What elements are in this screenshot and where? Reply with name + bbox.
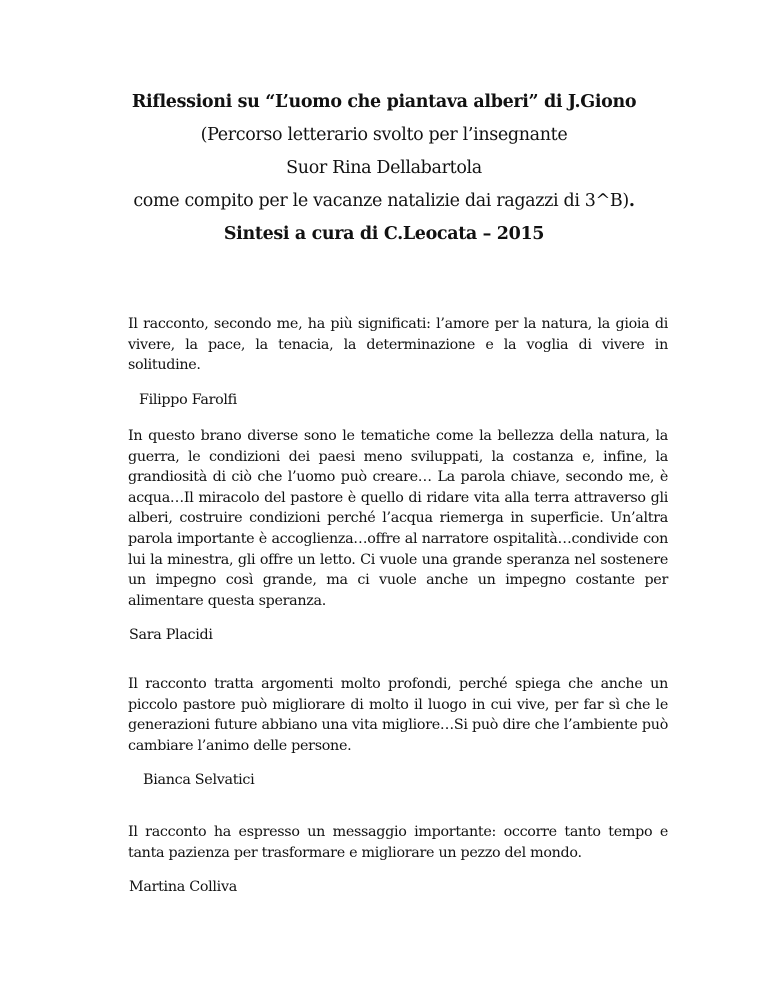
- reflection-text: Il racconto, secondo me, ha più significati: l’amore per la natura, la gioia di vivere, la pace, la tenacia, la determinazione e la voglia di vivere in solitudine.: [128, 316, 668, 374]
- reflection-entry: [128, 314, 668, 408]
- reflection-text: Il racconto ha espresso un messaggio importante: occorre tanto tempo e tanta pazienza per trasformare e migliorare un pezzo del mondo.: [128, 824, 668, 861]
- reflection-author: Sara Placidi: [129, 627, 213, 644]
- subtitle-line-course: (Percorso letterario svolto per l’insegnante: [200, 125, 568, 145]
- reflection-author: Bianca Selvatici: [143, 772, 255, 789]
- assignment-period: .: [628, 191, 635, 211]
- assignment-text: come compito per le vacanze natalizie dai ragazzi di 3^B): [133, 191, 629, 211]
- reflection-text: Il racconto tratta argomenti molto profondi, perché spiega che anche un piccolo pastore può migliorare di molto il luogo in cui vive, per far sì che le generazioni future abbiano una vita migliore…Si può dire che l’ambiente può cambiare l’animo delle persone.: [128, 676, 668, 754]
- document-header: [100, 86, 668, 251]
- reflection-entry: [128, 822, 668, 896]
- document-title: Riflessioni su “L’uomo che piantava alberi” di J.Giono: [131, 92, 637, 112]
- reflection-author: Martina Colliva: [129, 879, 237, 896]
- reflection-entry: [128, 426, 668, 644]
- reflection-author: Filippo Farolfi: [139, 391, 237, 408]
- subtitle-line-teacher: Suor Rina Dellabartola: [286, 158, 482, 178]
- summary-credit: Sintesi a cura di C.Leocata – 2015: [223, 224, 545, 244]
- reflection-text: In questo brano diverse sono le tematiche come la bellezza della natura, la guerra, le condizioni dei paesi meno sviluppati, la costanza e, infine, la grandiosità di ciò che l’uomo può creare… La parola chiave, secondo me, è acqua…Il miracolo del pastore è quello di ridare vita alla terra attraverso gli alberi, costruire condizioni perché l’acqua riemerga in superficie. Un’altra parola importante è accoglienza…offre al narratore ospitalità…condivide con lui la minestra, gli offre un letto. Ci vuole una grande speranza nel sostenere un impegno così grande, ma ci vuole anche un impegno costante per alimentare questa speranza.: [128, 428, 668, 609]
- reflection-entry: [128, 674, 668, 789]
- subtitle-line-assignment: [100, 185, 668, 218]
